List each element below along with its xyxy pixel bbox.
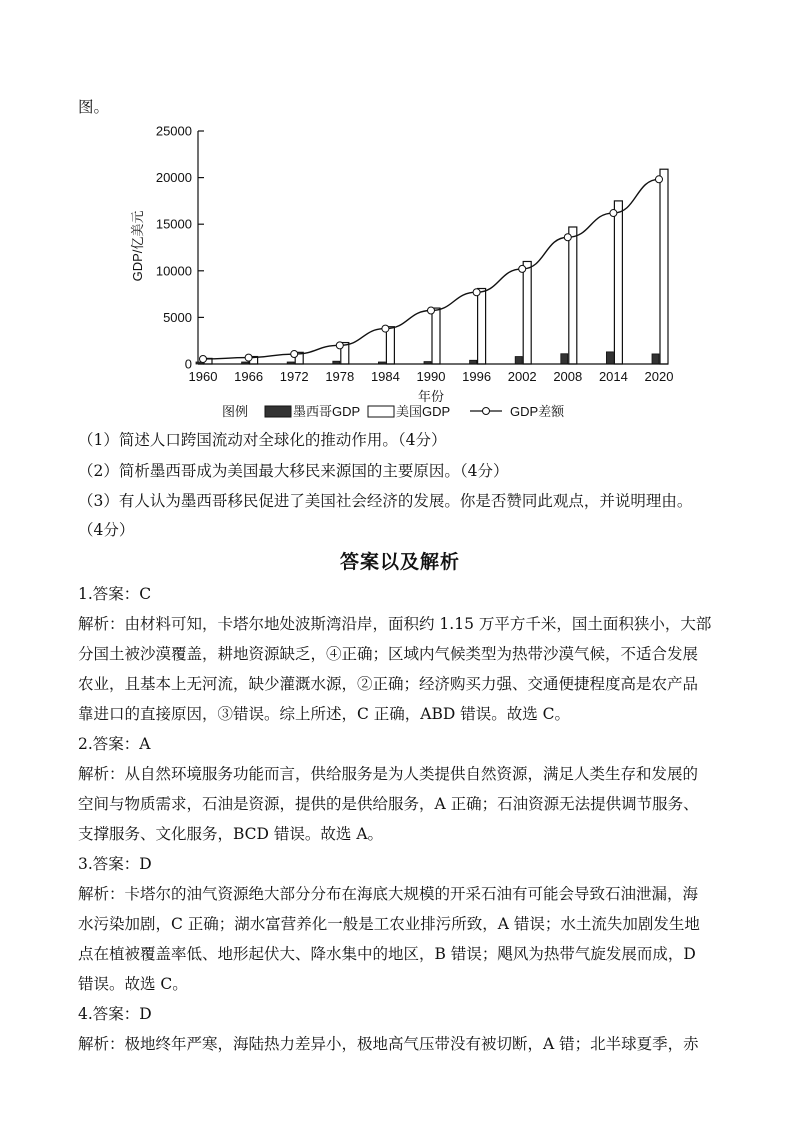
answer-explanation-line: 分国土被沙漠覆盖，耕地资源缺乏，④正确；区域内气候类型为热带沙漠气候，不适合发展 [78,645,699,663]
y-tick-label: 0 [184,356,192,372]
x-axis-label: 年份 [417,389,445,404]
legend-label-usa: 美国GDP [396,404,451,419]
y-tick-label: 5000 [163,309,192,325]
y-axis-label: GDP/亿美元 [130,210,145,282]
x-tick-label: 1990 [416,369,446,384]
gdp-diff-point [610,210,617,217]
y-tick-label: 10000 [155,263,192,279]
x-tick-label: 2002 [507,369,537,384]
gdp-diff-point [656,176,663,183]
x-tick-label: 2014 [598,369,628,384]
answer-explanation-line: 靠进口的直接原因，③错误。综上所述，C 正确，ABD 错误。故选 C。 [78,705,571,723]
question-2: （2）简析墨西哥成为美国最大移民来源国的主要原因。（4分） [78,462,509,480]
bar-mexico [515,357,522,364]
bars-group [196,169,668,364]
gdp-diff-line-group [200,176,663,363]
answer-explanation-line: 支撑服务、文化服务，BCD 错误。故选 A。 [78,825,384,843]
x-tick-label: 2008 [553,369,583,384]
answer-explanation-line: 解析：从自然环境服务功能而言，供给服务是为人类提供自然资源，满足人类生存和发展的 [78,765,699,783]
gdp-chart [120,118,680,423]
y-tick-label: 20000 [155,170,192,186]
answer-explanation-line: 点在植被覆盖率低、地形起伏大、降水集中的地区，B 错误；飓风为热带气旋发展而成，D [78,945,696,963]
legend-title: 图例 [222,404,249,419]
legend-swatch-usa [368,406,394,417]
y-tick-label: 25000 [155,123,192,139]
bar-mexico [561,354,568,364]
answer-key: 4.答案：D [78,1005,152,1023]
x-tick-label: 1966 [234,369,264,384]
answer-explanation-line: 水污染加剧，C 正确；湖水富营养化一般是工农业排污所致，A 错误；水土流失加剧发生地 [78,915,700,933]
answer-key: 2.答案：A [78,735,151,753]
gdp-diff-point [291,351,298,358]
x-tick-label: 1984 [370,369,400,384]
legend-swatch-mexico [265,406,291,417]
section-title: 答案以及解析 [339,551,460,573]
gdp-diff-point [428,307,435,314]
bar-usa [614,201,622,364]
gdp-diff-point [382,325,389,332]
x-axis [189,364,674,384]
gdp-diff-point [200,355,207,362]
bar-usa [660,169,668,364]
x-tick-label: 2020 [644,369,674,384]
answer-explanation-line: 解析：卡塔尔的油气资源绝大部分分布在海底大规模的开采石油有可能会导致石油泄漏，海 [78,885,699,903]
legend-swatch-marker [483,408,490,415]
x-tick-label: 1972 [279,369,309,384]
question-1: （1）简述人口跨国流动对全球化的推动作用。（4分） [78,431,447,449]
bar-usa [569,227,577,364]
question-3: （3）有人认为墨西哥移民促进了美国社会经济的发展。你是否赞同此观点，并说明理由。 [78,492,693,510]
bar-usa [386,327,394,364]
gdp-diff-point [245,354,252,361]
bar-usa [432,308,440,364]
answer-explanation-line: 错误。故选 C。 [78,975,188,993]
answer-explanation-line: 解析：极地终年严寒，海陆热力差异小，极地高气压带没有被切断，A 错；北半球夏季，赤 [78,1035,699,1053]
answer-key: 3.答案：D [78,855,152,873]
x-tick-label: 1996 [462,369,492,384]
gdp-diff-point [564,234,571,241]
y-axis [156,124,204,372]
bar-usa [523,261,531,364]
answer-explanation-line: 解析：由材料可知，卡塔尔地处波斯湾沿岸，面积约 1.15 万平方千米，国土面积狭小，大部 [78,615,712,633]
legend [222,404,565,419]
answer-explanation-line: 农业，且基本上无河流，缺少灌溉水源，②正确；经济购买力强、交通便捷程度高是农产品 [78,675,699,693]
answer-explanation-line: 空间与物质需求，石油是资源，提供的是供给服务，A 正确；石油资源无法提供调节服务、 [78,795,699,813]
intro-tail-text: 图。 [78,98,110,116]
x-tick-label: 1978 [325,369,355,384]
y-tick-label: 15000 [155,216,192,232]
gdp-diff-point [519,265,526,272]
bar-mexico [652,354,659,364]
answer-key: 1.答案：C [78,585,152,603]
x-tick-label: 1960 [188,369,218,384]
bar-usa [478,289,486,364]
bar-mexico [606,352,613,364]
gdp-diff-point [336,342,343,349]
question-3-score: （4分） [78,521,135,539]
gdp-diff-point [473,289,480,296]
legend-label-diff: GDP差额 [510,404,565,419]
gdp-diff-line [203,179,659,359]
legend-label-mexico: 墨西哥GDP [293,404,361,419]
